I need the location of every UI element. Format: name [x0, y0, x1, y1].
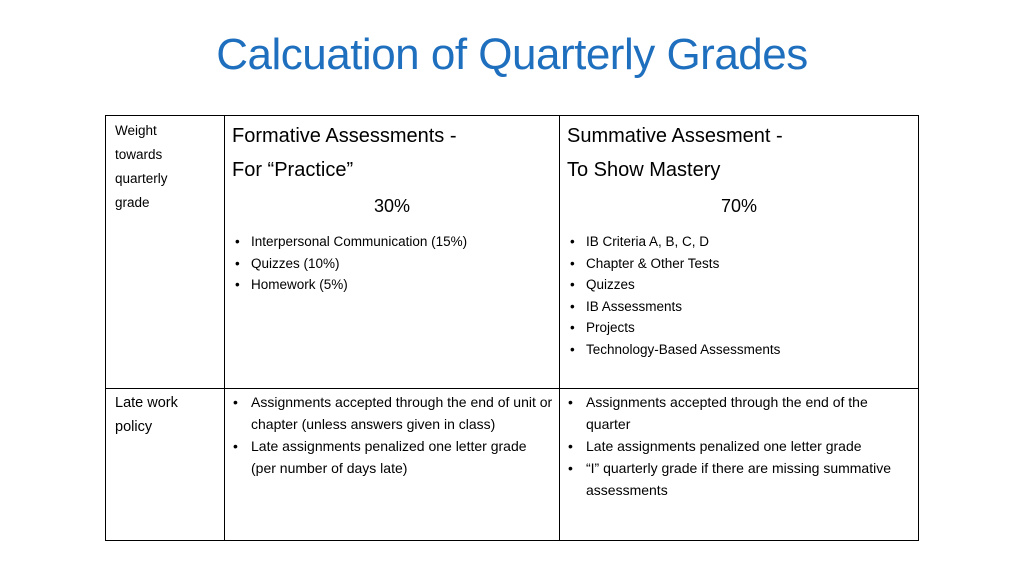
summative-heading: Summative Assesment - [567, 125, 783, 147]
list-item: • Interpersonal Communication (15%) [235, 231, 559, 253]
list-item: • Quizzes [570, 274, 918, 296]
late-policy-row [106, 389, 919, 541]
list-item: • Chapter & Other Tests [570, 253, 918, 275]
late-summative-cell [560, 389, 919, 541]
weight-label-line: grade [115, 195, 150, 210]
list-item: • IB Assessments [570, 296, 918, 318]
summative-subheading: To Show Mastery [567, 159, 721, 181]
late-label-line: Late work [115, 395, 178, 411]
list-item: • Technology-Based Assessments [570, 339, 918, 361]
weight-label-cell [106, 116, 225, 389]
formative-percent: 30% [373, 196, 411, 216]
late-summative-list [560, 391, 918, 501]
weight-label-line: quarterly [115, 171, 168, 186]
weight-row [106, 116, 919, 389]
weight-label-line: towards [115, 147, 163, 162]
formative-cell [225, 116, 560, 389]
list-item: • Late assignments penalized one letter grade (per number of days late) [231, 435, 553, 479]
summative-cell [560, 116, 919, 389]
list-item: • IB Criteria A, B, C, D [570, 231, 918, 253]
list-item: • “I” quarterly grade if there are missing summative assessments [566, 457, 912, 501]
formative-heading: Formative Assessments - [232, 125, 457, 147]
page-title: Calcuation of Quarterly Grades [216, 30, 808, 79]
list-item: • Projects [570, 317, 918, 339]
late-formative-cell [225, 389, 560, 541]
late-label-line: policy [115, 419, 153, 435]
summative-list [560, 231, 918, 360]
formative-list [225, 231, 559, 296]
late-label-cell [106, 389, 225, 541]
summative-percent: 70% [720, 196, 758, 216]
list-item: • Homework (5%) [235, 274, 559, 296]
list-item: • Quizzes (10%) [235, 253, 559, 275]
list-item: • Assignments accepted through the end of the quarter [566, 391, 912, 435]
list-item: • Assignments accepted through the end of unit or chapter (unless answers given in class) [231, 391, 553, 435]
late-formative-list [225, 391, 559, 479]
grades-table [105, 115, 919, 541]
list-item: • Late assignments penalized one letter grade [566, 435, 912, 457]
formative-subheading: For “Practice” [232, 159, 354, 181]
weight-label-line: Weight [115, 123, 157, 138]
